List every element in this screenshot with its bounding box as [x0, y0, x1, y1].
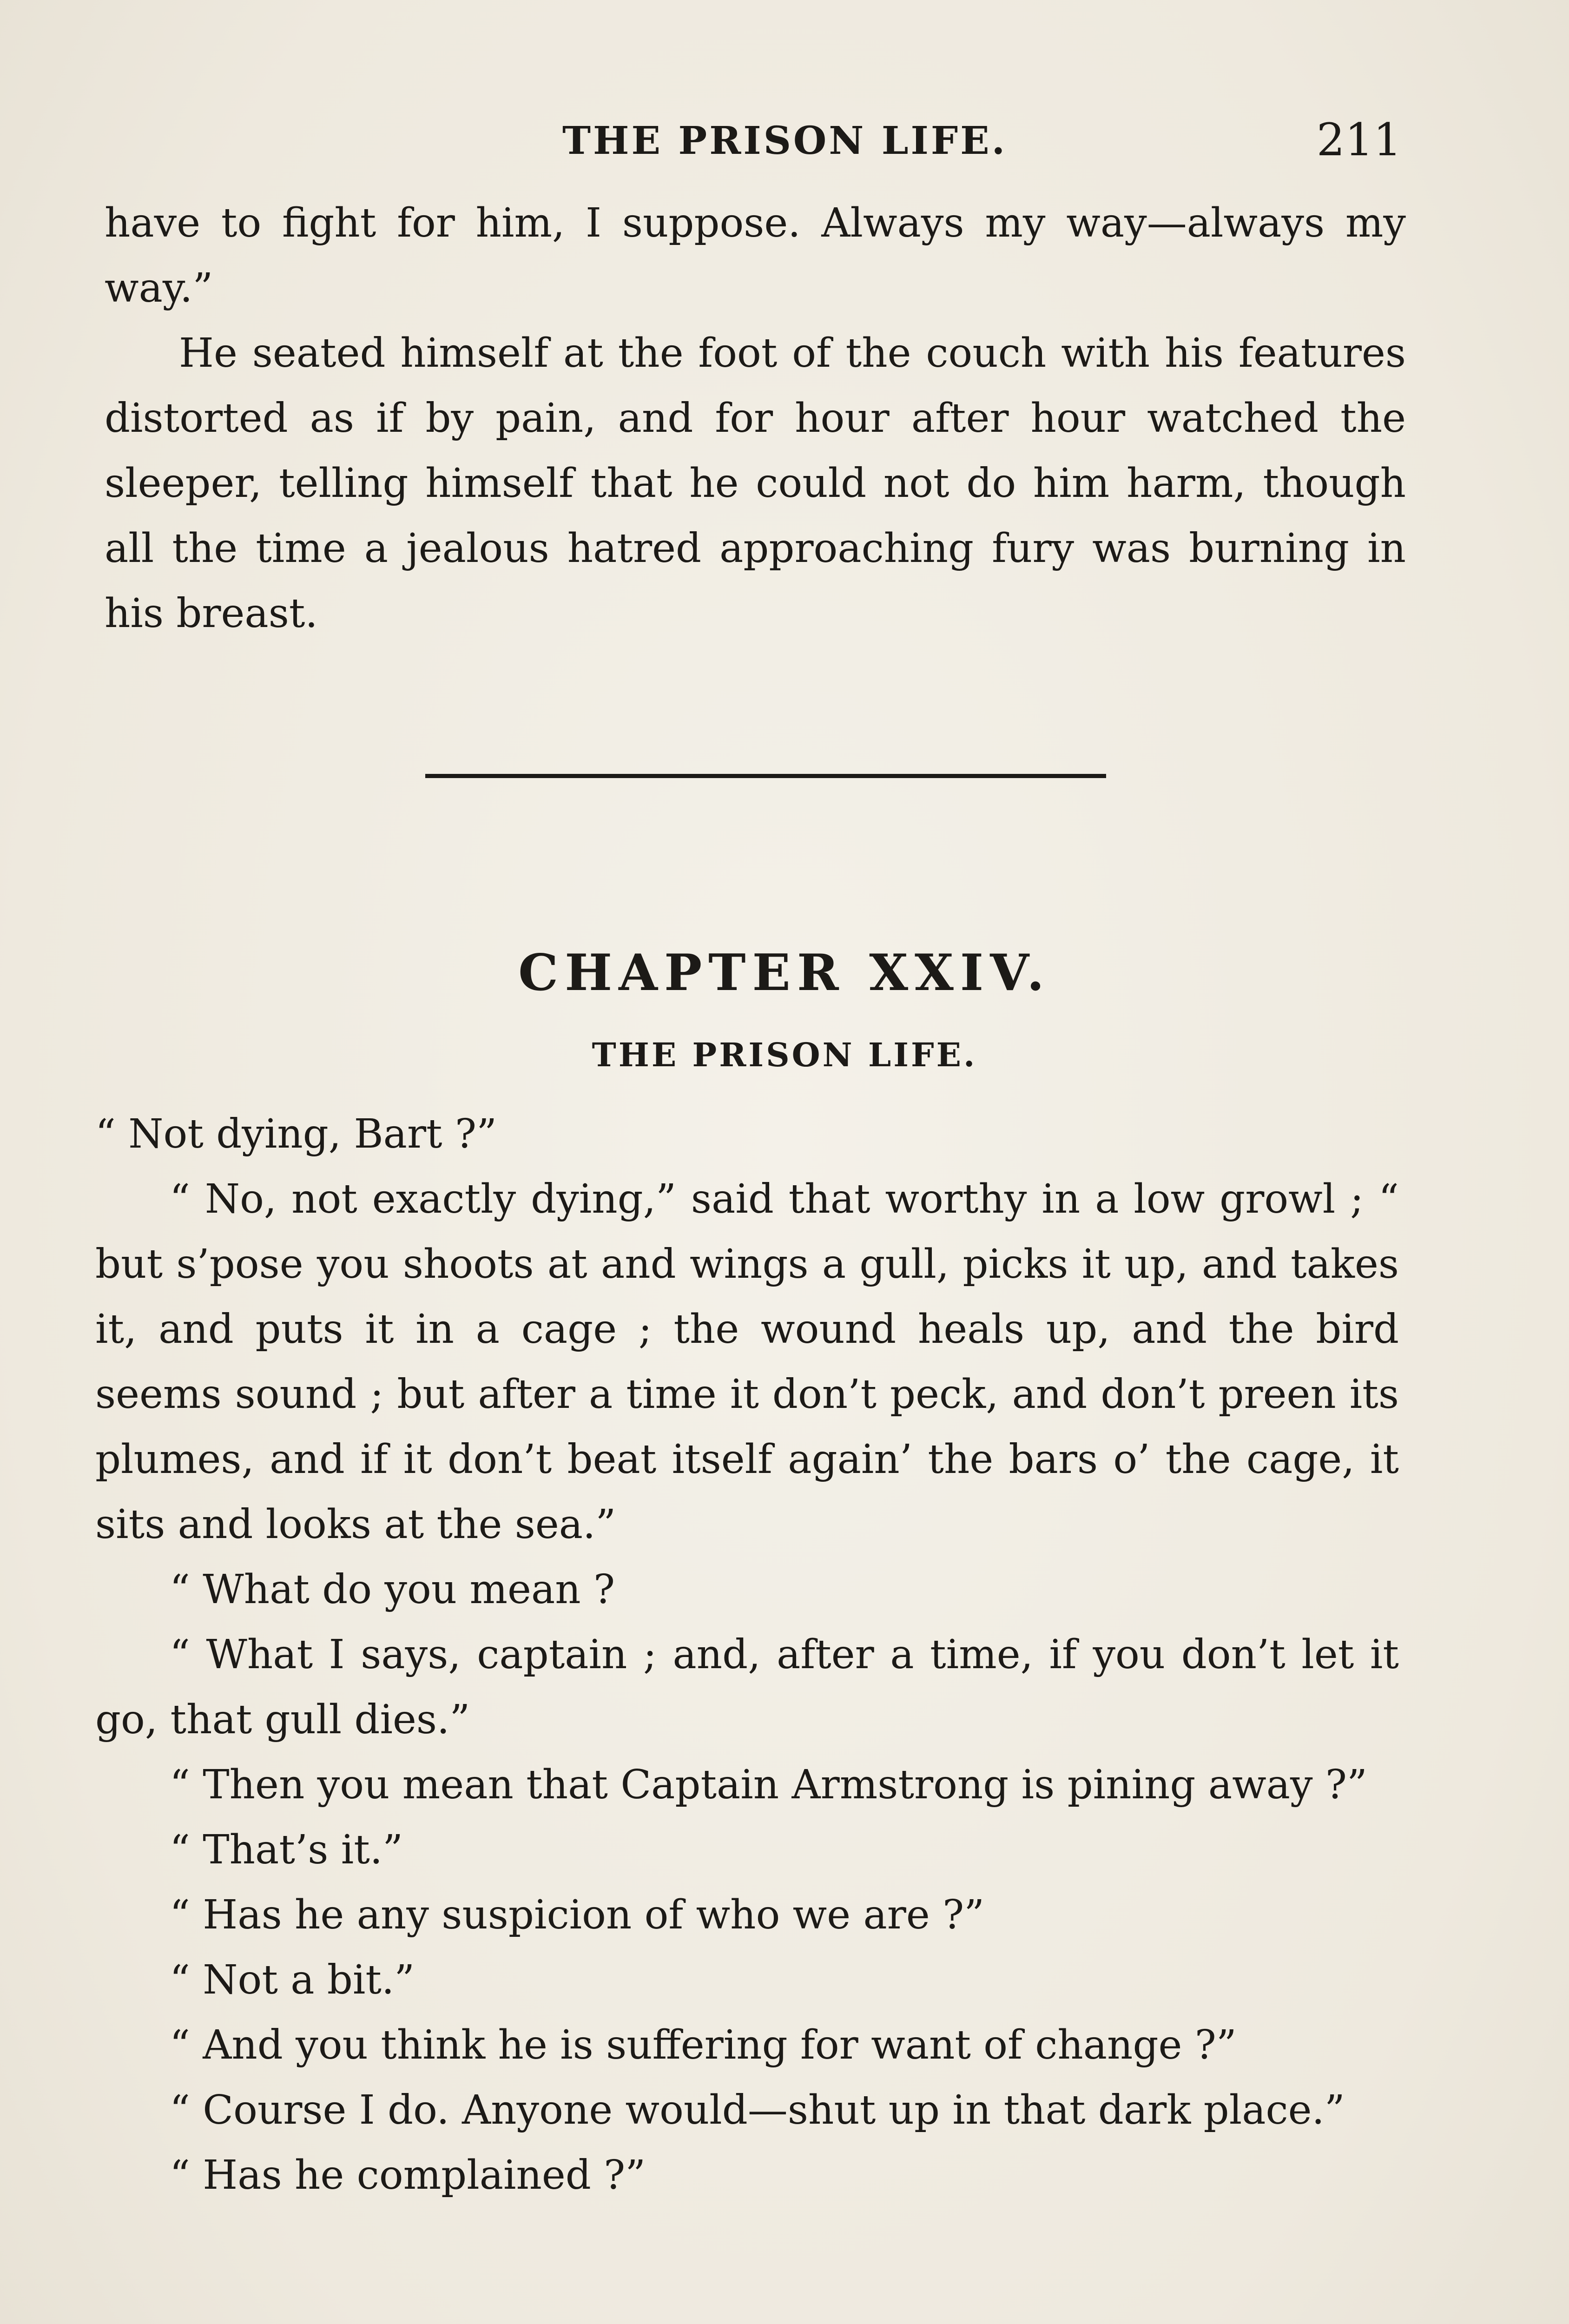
chapter-text — [95, 1102, 1399, 2208]
paragraph: “ Has he any suspicion of who we are ?” — [170, 1892, 985, 1938]
paragraph: “ Not a bit.” — [170, 1957, 415, 2003]
chapter-title: CHAPTER XXIV. — [518, 944, 1051, 1002]
paragraph: “ What I says, captain ; and, after a time, if you don’t let it go, that gull dies.” — [95, 1631, 1399, 1743]
continuation-text — [105, 191, 1406, 646]
paragraph: “ Then you mean that Captain Armstrong is pining away ?” — [170, 1762, 1367, 1808]
paragraph: “ Course I do. Anyone would—shut up in that dark place.” — [170, 2087, 1345, 2133]
section-divider — [425, 774, 1106, 778]
paragraph: “ Not dying, Bart ?” — [95, 1111, 497, 1157]
chapter-subtitle: THE PRISON LIFE. — [592, 1036, 977, 1074]
paragraph: “ And you think he is suffering for want of change ?” — [170, 2022, 1237, 2068]
paragraph: “ No, not exactly dying,” said that worthy in a low growl ; “ but s’pose you shoots at and wings a gull, picks it up, and takes it, and puts it in a cage ; the wound heals up, and the bird seems sound ; but after a time it don’t peck, and don’t preen its plumes, and if it don’t beat itself again’ the bars o’ the cage, it sits and looks at the sea.” — [95, 1176, 1399, 1548]
paragraph: “ That’s it.” — [170, 1827, 403, 1873]
running-head: THE PRISON LIFE. — [562, 119, 1008, 163]
page-number: 211 — [1316, 114, 1402, 166]
paragraph: “ What do you mean ? — [170, 1566, 615, 1613]
paragraph: “ Has he complained ?” — [170, 2152, 646, 2199]
paragraph: He seated himself at the foot of the couch with his features distorted as if by pain, and for hour after hour watched the sleeper, telling himself that he could not do him harm, though all the time a jealous hatred approaching fury was burning in his breast. — [105, 330, 1406, 637]
paragraph: have to fight for him, I suppose. Always my way—always my way.” — [105, 200, 1406, 311]
